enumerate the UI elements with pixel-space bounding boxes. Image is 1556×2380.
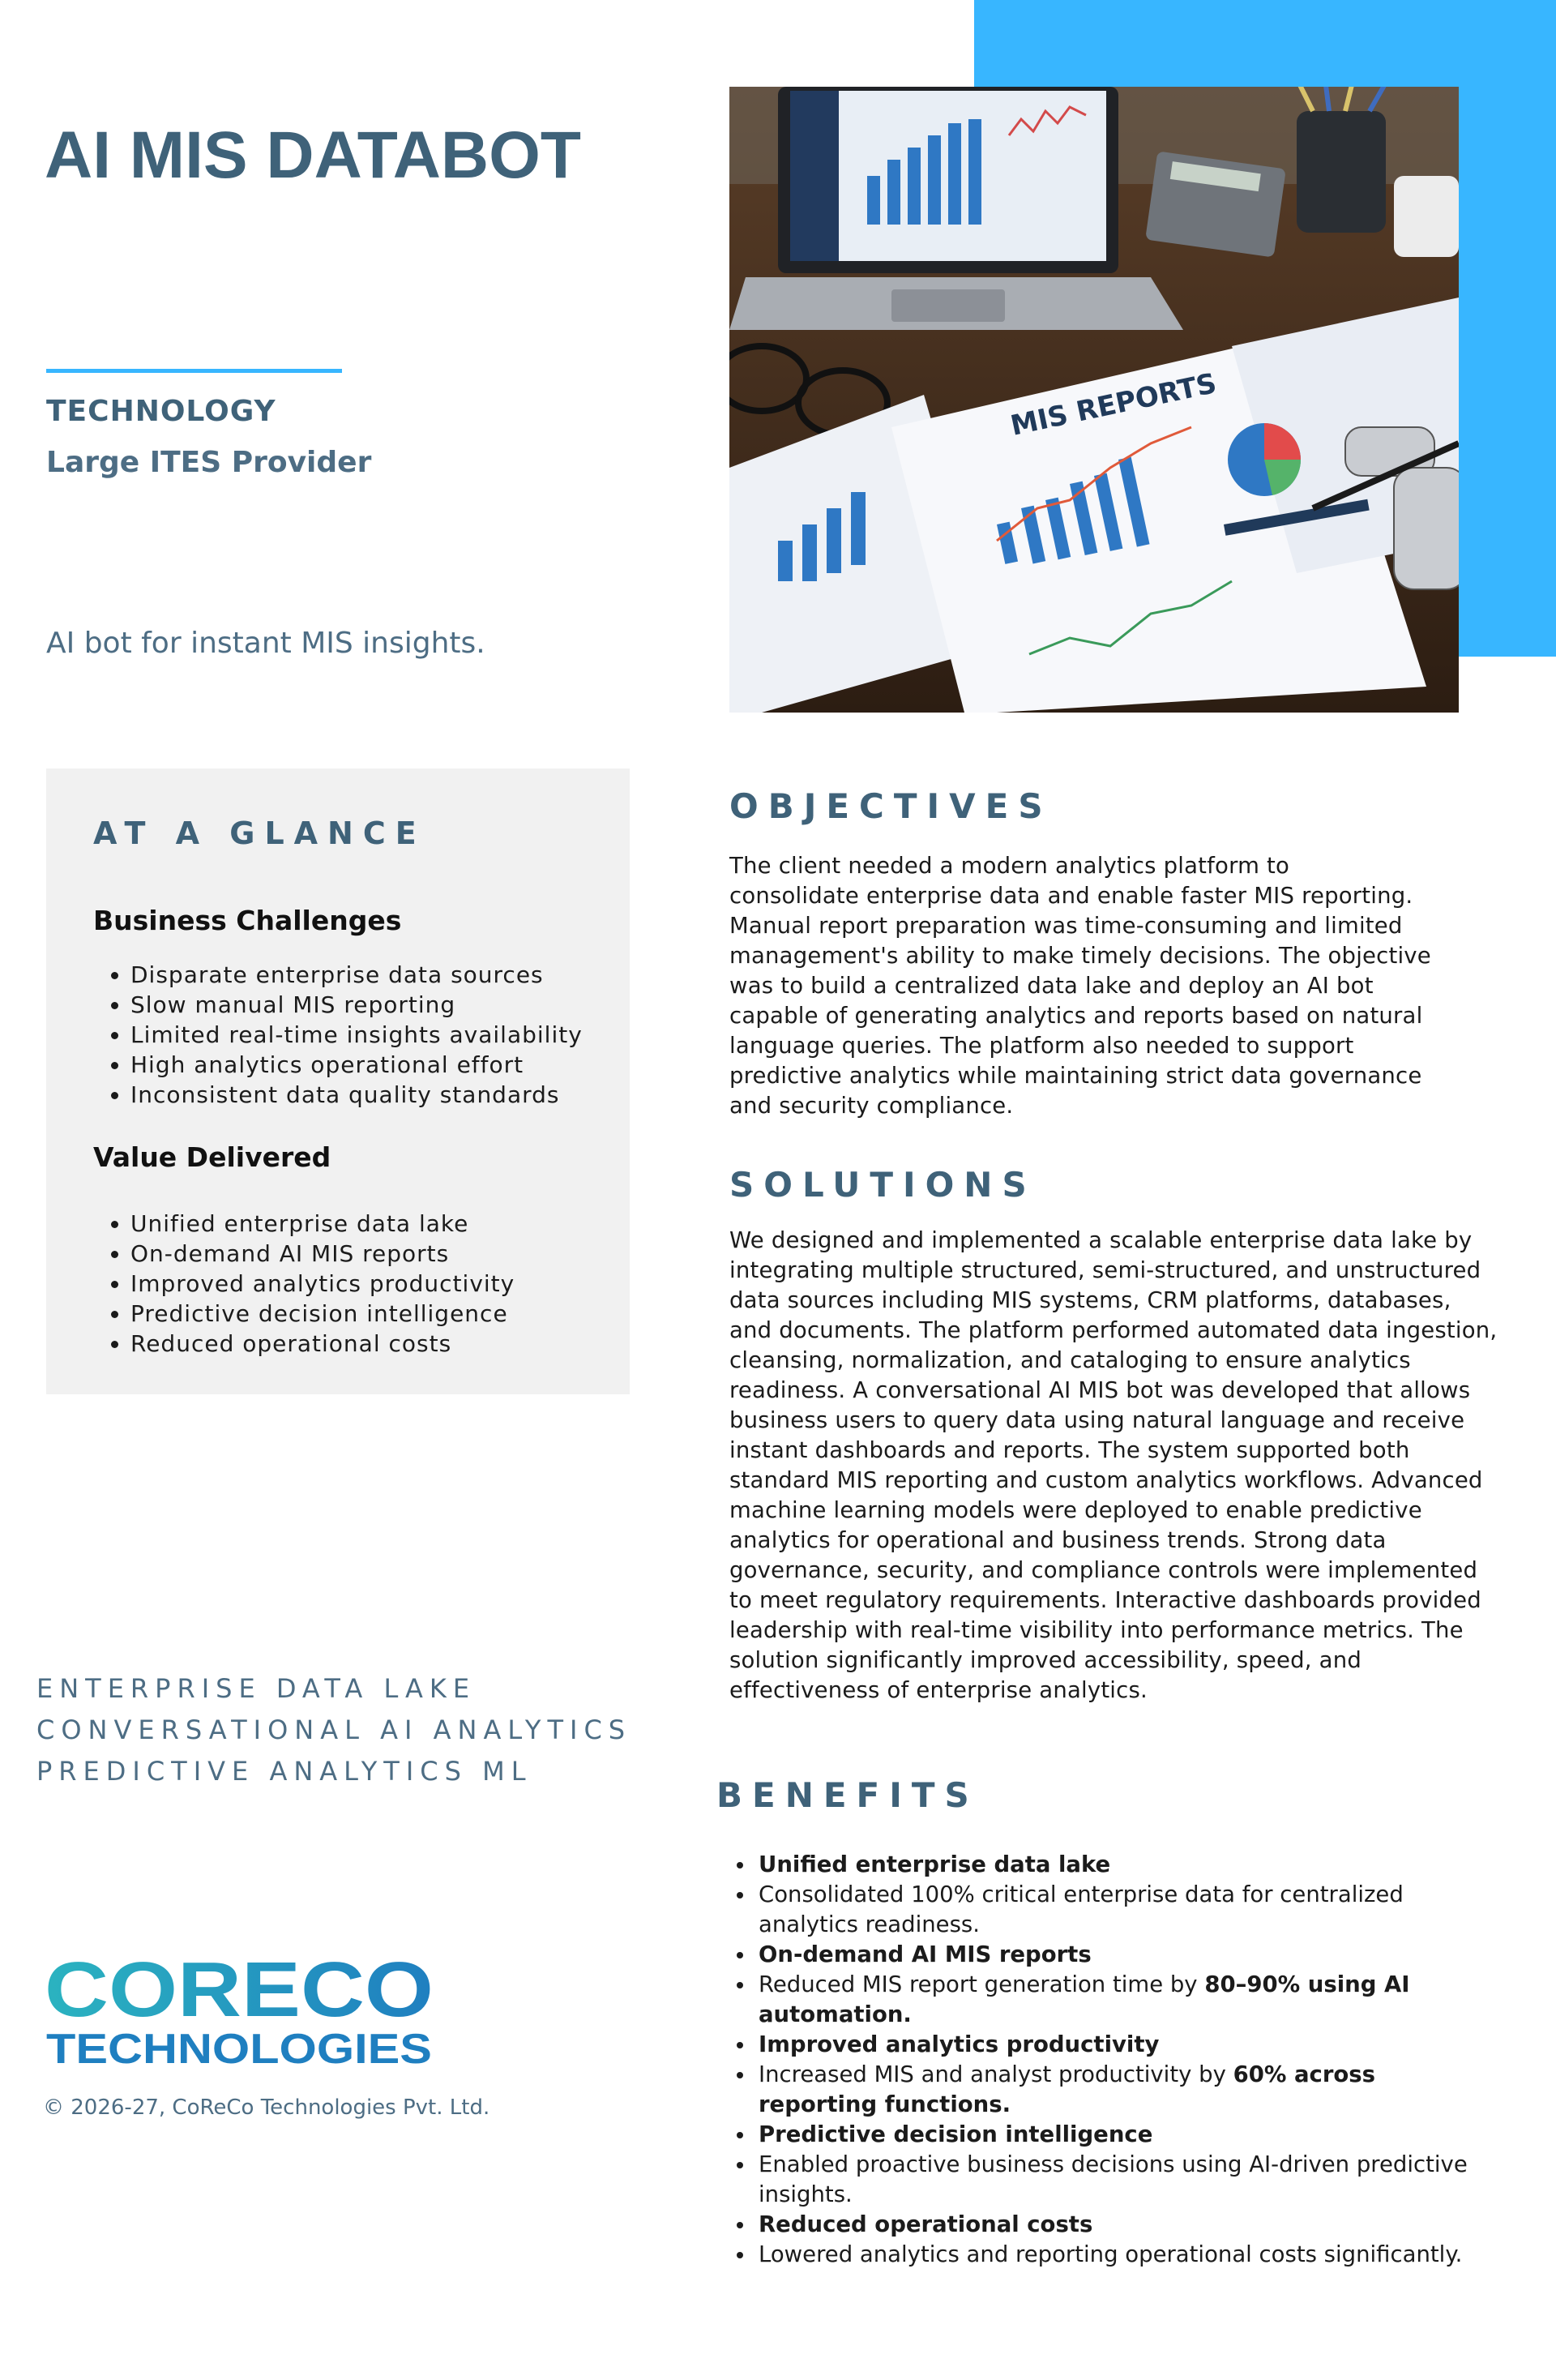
list-item: • Unified enterprise data lake [130,1209,515,1239]
benefit-desc-text: Lowered analytics and reporting operational costs significantly. [759,2241,1463,2267]
text-line: predictive analytics while maintaining strict data governance [729,1063,1422,1089]
hero-image [729,87,1459,713]
text-line: and documents. The platform performed automated data ingestion, [729,1317,1498,1343]
challenges-heading: Business Challenges [93,905,402,936]
text-line: was to build a centralized data lake and deploy an AI bot [729,973,1374,999]
list-item: • Disparate enterprise data sources [130,960,583,990]
text-line: integrating multiple structured, semi-structured, and unstructured [729,1257,1481,1283]
benefit-title: • Predictive decision intelligence [755,2120,1468,2150]
benefit-title: • Improved analytics productivity [755,2030,1468,2060]
text-line: consolidate enterprise data and enable faster MIS reporting. [729,883,1413,909]
text-line: We designed and implemented a scalable enterprise data lake by [729,1227,1473,1253]
svg-text:CORECO: CORECO [45,1950,434,2033]
list-item: • Predictive decision intelligence [130,1299,515,1329]
industry-label: TECHNOLOGY [46,395,276,428]
objectives-heading: OBJECTIVES [729,786,1053,826]
tag-item: CONVERSATIONAL AI ANALYTICS [36,1714,632,1745]
tag-item: PREDICTIVE ANALYTICS ML [36,1756,532,1787]
benefit-desc-text: Consolidated 100% critical enterprise data for centralized analytics readiness. [759,1881,1404,1937]
list-item: • High analytics operational effort [130,1050,583,1080]
company-logo [45,1950,458,2070]
benefit-desc-text: Enabled proactive business decisions using AI-driven predictive insights. [759,2151,1468,2207]
text-line: The client needed a modern analytics platform to [729,853,1290,879]
text-line: and security compliance. [729,1093,1014,1119]
list-item: • On-demand AI MIS reports [130,1239,515,1269]
text-line: standard MIS reporting and custom analytics workflows. Advanced [729,1467,1483,1493]
text-line: language queries. The platform also needed to support [729,1033,1354,1059]
text-line: management's ability to make timely decisions. The objective [729,943,1431,969]
laptop-illustration [729,87,1183,330]
text-line: cleansing, normalization, and cataloging to ensure analytics [729,1347,1411,1373]
list-item: • Inconsistent data quality standards [130,1080,583,1110]
benefit-desc-strong: 60% across reporting functions. [759,2061,1376,2117]
text-line: data sources including MIS systems, CRM platforms, databases, [729,1287,1451,1313]
list-item: • Improved analytics productivity [130,1269,515,1299]
benefit-desc [755,1970,1468,2030]
text-line: capable of generating analytics and reports based on natural [729,1003,1423,1029]
client-label: Large ITES Provider [46,446,372,479]
benefit-desc [755,2060,1468,2120]
text-line: solution significantly improved accessibility, speed, and [729,1647,1362,1673]
text-line: analytics for operational and business trends. Strong data [729,1527,1387,1553]
benefit-title: • On-demand AI MIS reports [755,1940,1468,1970]
tagline: AI bot for instant MIS insights. [46,627,485,660]
list-item: • Limited real-time insights availability [130,1020,583,1050]
svg-text:TECHNOLOGIES: TECHNOLOGIES [46,2026,432,2070]
solutions-text [729,1226,1507,1706]
benefit-desc [755,2150,1468,2210]
title-divider [46,369,342,373]
text-line: governance, security, and compliance controls were implemented [729,1557,1478,1583]
solutions-heading: SOLUTIONS [729,1165,1037,1205]
text-line: to meet regulatory requirements. Interactive dashboards provided [729,1587,1481,1613]
text-line: Manual report preparation was time-consuming and limited [729,913,1403,939]
text-line: business users to query data using natural language and receive [729,1407,1465,1433]
list-item: • Reduced operational costs [130,1329,515,1359]
page-title: AI MIS DATABOT [45,118,582,192]
benefits-list [729,1850,1468,2270]
benefit-desc-strong: 80–90% using AI automation. [759,1971,1410,2027]
benefits-heading: BENEFITS [716,1775,979,1815]
text-line: machine learning models were deployed to enable predictive [729,1497,1422,1523]
benefit-desc [755,2240,1468,2270]
challenges-list [93,960,583,1110]
value-list [93,1209,515,1359]
benefit-title: • Unified enterprise data lake [755,1850,1468,1880]
text-line: effectiveness of enterprise analytics. [729,1677,1148,1703]
value-heading: Value Delivered [93,1141,331,1173]
text-line: readiness. A conversational AI MIS bot was developed that allows [729,1377,1471,1403]
capability-tags [36,1668,631,1792]
at-a-glance-panel [46,768,630,1394]
copyright-text: © 2026-27, CoReCo Technologies Pvt. Ltd. [43,2095,490,2120]
list-item: • Slow manual MIS reporting [130,990,583,1020]
text-line: instant dashboards and reports. The system supported both [729,1437,1410,1463]
benefit-desc-text: Reduced MIS report generation time by [759,1971,1205,1997]
benefit-desc [755,1880,1468,1940]
objectives-text [729,851,1507,1121]
benefit-title: • Reduced operational costs [755,2210,1468,2240]
tag-item: ENTERPRISE DATA LAKE [36,1673,477,1704]
svg-text:MIS REPORTS: MIS REPORTS [1007,366,1220,443]
glance-title: AT A GLANCE [93,815,426,851]
text-line: leadership with real-time visibility into performance metrics. The [729,1617,1464,1643]
benefit-desc-text: Increased MIS and analyst productivity by [759,2061,1233,2087]
